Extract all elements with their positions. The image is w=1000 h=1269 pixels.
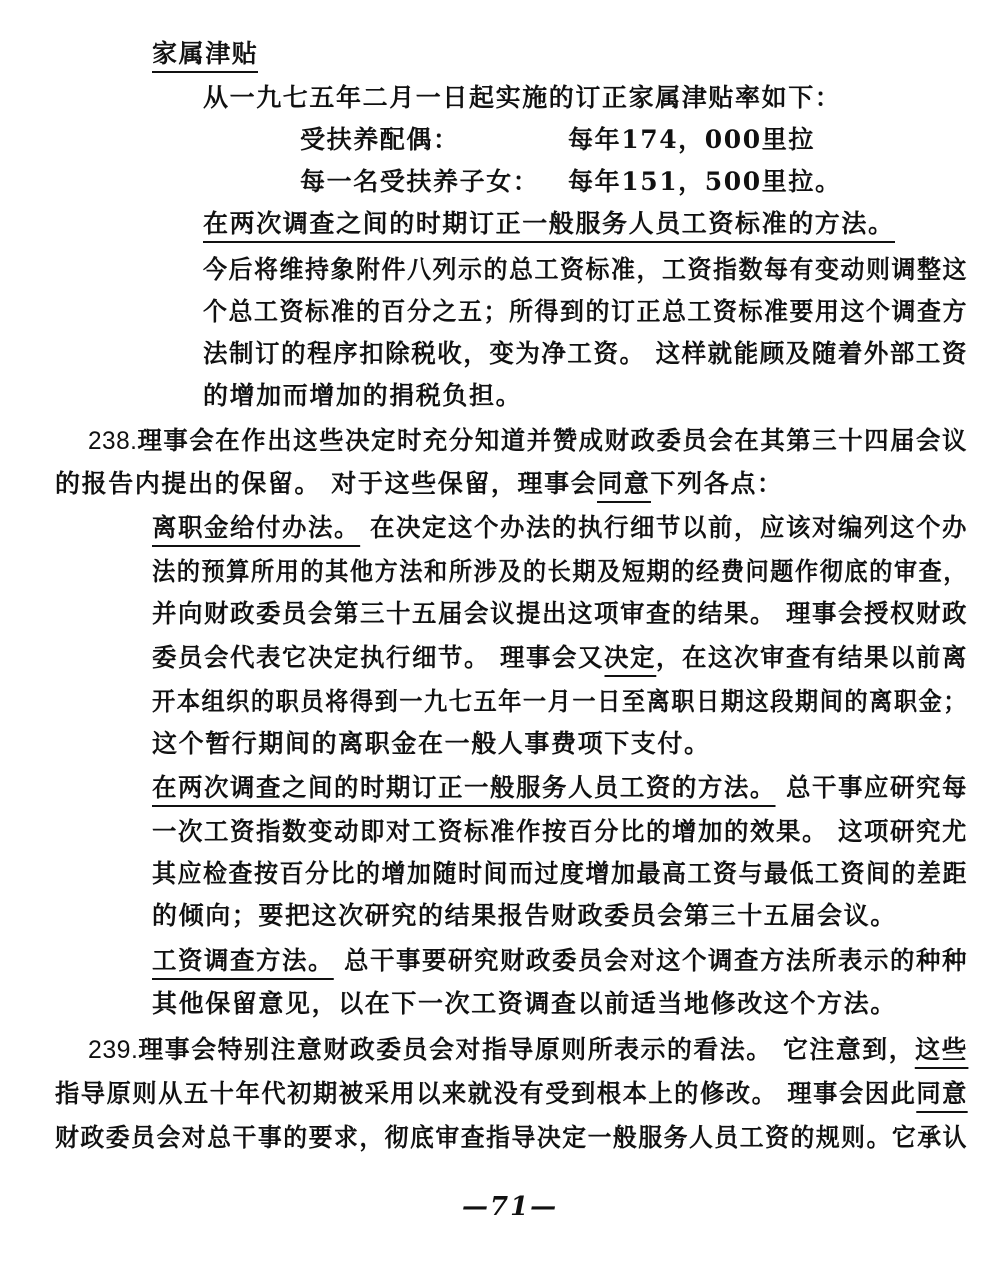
family-allowance-heading: 家属津贴 (152, 38, 258, 70)
page-number: —71— (462, 1192, 559, 1222)
para-239-line-1: 239.理事会特别注意财政委员会对指导原则所表示的看法。 它注意到，这些 (88, 1034, 968, 1066)
interim-line: 的倾向；要把这次研究的结果报告财政委员会第三十五届会议。 (152, 901, 897, 930)
separation-line: 并向财政委员会第三十五届会议提出这项审查的结果。 理事会授权财政 (152, 599, 969, 628)
allowance-row-spouse-label: 受扶养配偶： (300, 125, 460, 154)
separation-line: 开本组织的职员将得到一九七五年一月一日至离职日期这段期间的离职金； (152, 687, 969, 716)
survey-line-1: 工资调查方法。 总干事要研究财政委员会对这个调查方法所表示的种种 (152, 945, 968, 977)
family-allowance-intro: 从一九七五年二月一日起实施的订正家属津贴率如下： (203, 83, 842, 112)
interim-method-line: 的增加而增加的捐税负担。 (203, 381, 523, 410)
allowance-row-spouse-value: 每年174，000里拉 (568, 125, 815, 154)
para-239-line-2: 指导原则从五十年代初期被采用以来就没有受到根本上的修改。 理事会因此同意 (55, 1078, 968, 1110)
interim-line-1: 在两次调查之间的时期订正一般服务人员工资的方法。 总干事应研究每 (152, 772, 968, 804)
para-238-line-1: 238.理事会在作出这些决定时充分知道并赞成财政委员会在其第三十四届会议 (88, 426, 968, 455)
para-239-line-3: 财政委员会对总干事的要求，彻底审查指导决定一般服务人员工资的规则。它承认 (55, 1123, 968, 1152)
separation-line: 这个暂行期间的离职金在一般人事费项下支付。 (152, 729, 711, 758)
separation-heading: 离职金给付办法。 (152, 513, 360, 547)
allowance-row-child-label: 每一名受扶养子女： (300, 167, 540, 196)
interim-method-line: 法制订的程序扣除税收，变为净工资。 这样就能顾及随着外部工资 (203, 339, 968, 368)
separation-line-1: 离职金给付办法。 在决定这个办法的执行细节以前，应该对编列这个办 (152, 512, 968, 544)
interim-method-heading: 在两次调查之间的时期订正一般服务人员工资标准的方法。 (203, 208, 895, 240)
interim-line: 一次工资指数变动即对工资标准作按百分比的增加的效果。 这项研究尤 (152, 817, 969, 846)
separation-line: 法的预算所用的其他方法和所涉及的长期及短期的经费问题作彻底的审查， (152, 557, 969, 586)
survey-heading: 工资调查方法。 (152, 946, 334, 980)
para-238-number: 238. (88, 427, 138, 455)
interim-method-line: 今后将维持象附件八列示的总工资标准，工资指数每有变动则调整这 (203, 255, 968, 284)
separation-line-4: 委员会代表它决定执行细节。 理事会又决定，在这次审查有结果以前离 (152, 642, 968, 674)
para-238-line-2: 的报告内提出的保留。 对于这些保留，理事会同意下列各点： (55, 468, 784, 500)
para-239-number: 239. (88, 1036, 139, 1064)
allowance-row-child-value: 每年151，500里拉。 (568, 167, 842, 196)
interim-method-line: 个总工资标准的百分之五；所得到的订正总工资标准要用这个调查方 (203, 297, 968, 326)
interim-heading: 在两次调查之间的时期订正一般服务人员工资的方法。 (152, 773, 776, 807)
survey-line-2: 其他保留意见，以在下一次工资调查以前适当地修改这个方法。 (152, 989, 897, 1018)
interim-line: 其应检查按百分比的增加随时间而过度增加最高工资与最低工资间的差距 (152, 859, 968, 888)
